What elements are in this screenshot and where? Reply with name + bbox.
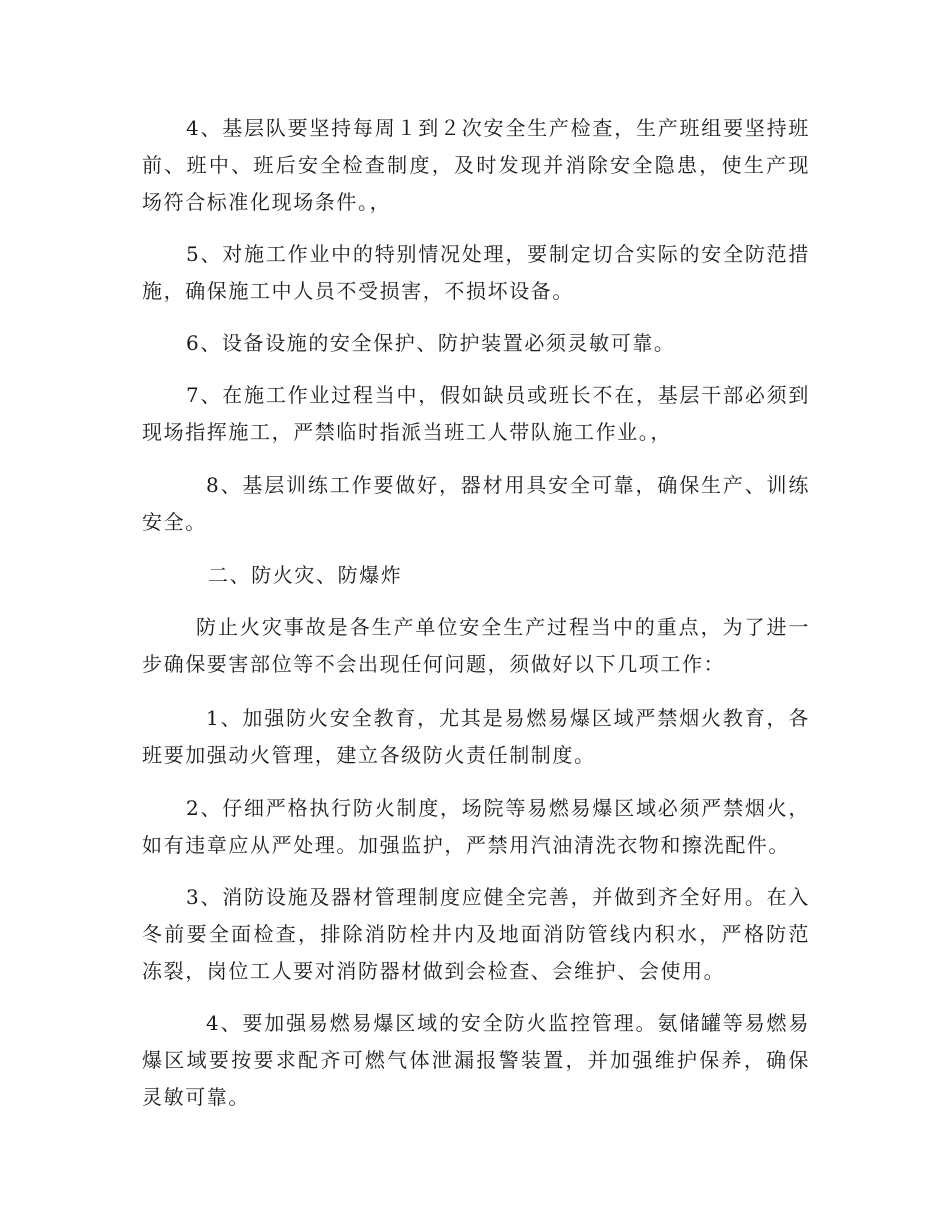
section-intro: 防止火灾事故是各生产单位安全生产过程当中的重点，为了进一步确保要害部位等不会出现任何问题，须做好以下几项工作： <box>142 615 810 676</box>
paragraph-item-4: 4、基层队要坚持每周１到２次安全生产检查，生产班组要坚持班前、班中、班后安全检查制度，及时发现并消除安全隐患，使生产现场符合标准化现场条件。， <box>142 116 810 214</box>
paragraph-item-7: 7、在施工作业过程当中，假如缺员或班长不在，基层干部必须到现场指挥施工，严禁临时指派当班工人带队施工作业。， <box>142 383 810 444</box>
paragraph-item-8: 8、基层训练工作要做好，器材用具安全可靠，确保生产、训练安全。 <box>142 473 810 534</box>
fire-item-3: 3、消防设施及器材管理制度应健全完善，并做到齐全好用。在入冬前要全面检查，排除消防栓井内及地面消防管线内积水，严格防范冻裂，岗位工人要对消防器材做到会检查、会维护、会使用。 <box>142 885 810 983</box>
fire-item-4: 4、要加强易燃易爆区域的安全防火监控管理。氨储罐等易燃易爆区域要按要求配齐可燃气体泄漏报警装置，并加强维护保养，确保灵敏可靠。 <box>142 1011 810 1109</box>
paragraph-item-6: 6、设备设施的安全保护、防护装置必须灵敏可靠。 <box>186 331 676 355</box>
fire-item-1: 1、加强防火安全教育，尤其是易燃易爆区域严禁烟火教育，各班要加强动火管理，建立各级防火责任制制度。 <box>142 706 810 767</box>
paragraph-item-5: 5、对施工作业中的特别情况处理，要制定切合实际的安全防范措施，确保施工中人员不受损害，不损坏设备。 <box>142 242 810 303</box>
fire-item-2: 2、仔细严格执行防火制度，场院等易燃易爆区域必须严禁烟火，如有违章应从严处理。加强监护，严禁用汽油清洗衣物和擦洗配件。 <box>142 796 810 857</box>
section-heading: 二、防火灾、防爆炸 <box>208 563 403 587</box>
